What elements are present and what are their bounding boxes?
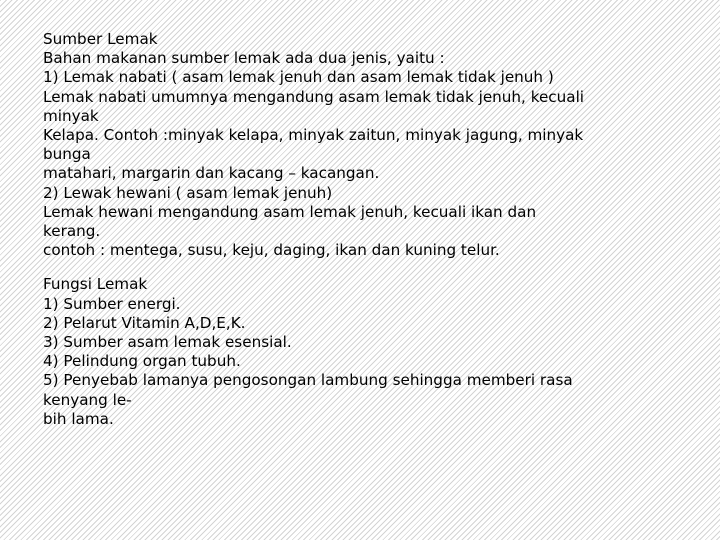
text-line: contoh : mentega, susu, keju, daging, ikan dan kuning telur. — [43, 241, 500, 260]
text-line: Lemak hewani mengandung asam lemak jenuh, kecuali ikan dan — [43, 202, 537, 221]
text-line: matahari, margarin dan kacang – kacangan. — [43, 164, 380, 183]
text-line: Bahan makanan sumber lemak ada dua jenis, yaitu : — [43, 49, 445, 68]
list-item: 5) Penyebab lamanya pengosongan lambung sehingga memberi rasa — [43, 371, 573, 390]
sumber-lemak-title: Sumber Lemak — [43, 30, 158, 48]
list-item: 3) Sumber asam lemak esensial. — [43, 333, 292, 352]
text-line: bunga — [43, 145, 91, 164]
list-item: 4) Pelindung organ tubuh. — [43, 352, 241, 371]
list-item: 1) Sumber energi. — [43, 294, 181, 313]
fungsi-lemak-title: Fungsi Lemak — [43, 275, 148, 294]
slide-text-body — [43, 30, 703, 429]
text-line: kerang. — [43, 222, 101, 241]
list-item: bih lama. — [43, 409, 114, 428]
text-line: 2) Lewak hewani ( asam lemak jenuh) — [43, 183, 333, 202]
sumber-lemak-section — [43, 30, 703, 260]
list-item: 2) Pelarut Vitamin A,D,E,K. — [43, 313, 246, 332]
text-line: 1) Lemak nabati ( asam lemak jenuh dan asam lemak tidak jenuh ) — [43, 68, 554, 87]
text-line: Kelapa. Contoh :minyak kelapa, minyak zaitun, minyak jagung, minyak — [43, 126, 584, 145]
text-line: Lemak nabati umumnya mengandung asam lemak tidak jenuh, kecuali — [43, 87, 585, 106]
text-line: minyak — [43, 106, 99, 125]
list-item: kenyang le- — [43, 390, 132, 409]
fungsi-lemak-section — [43, 275, 703, 429]
section-spacer — [43, 260, 703, 275]
